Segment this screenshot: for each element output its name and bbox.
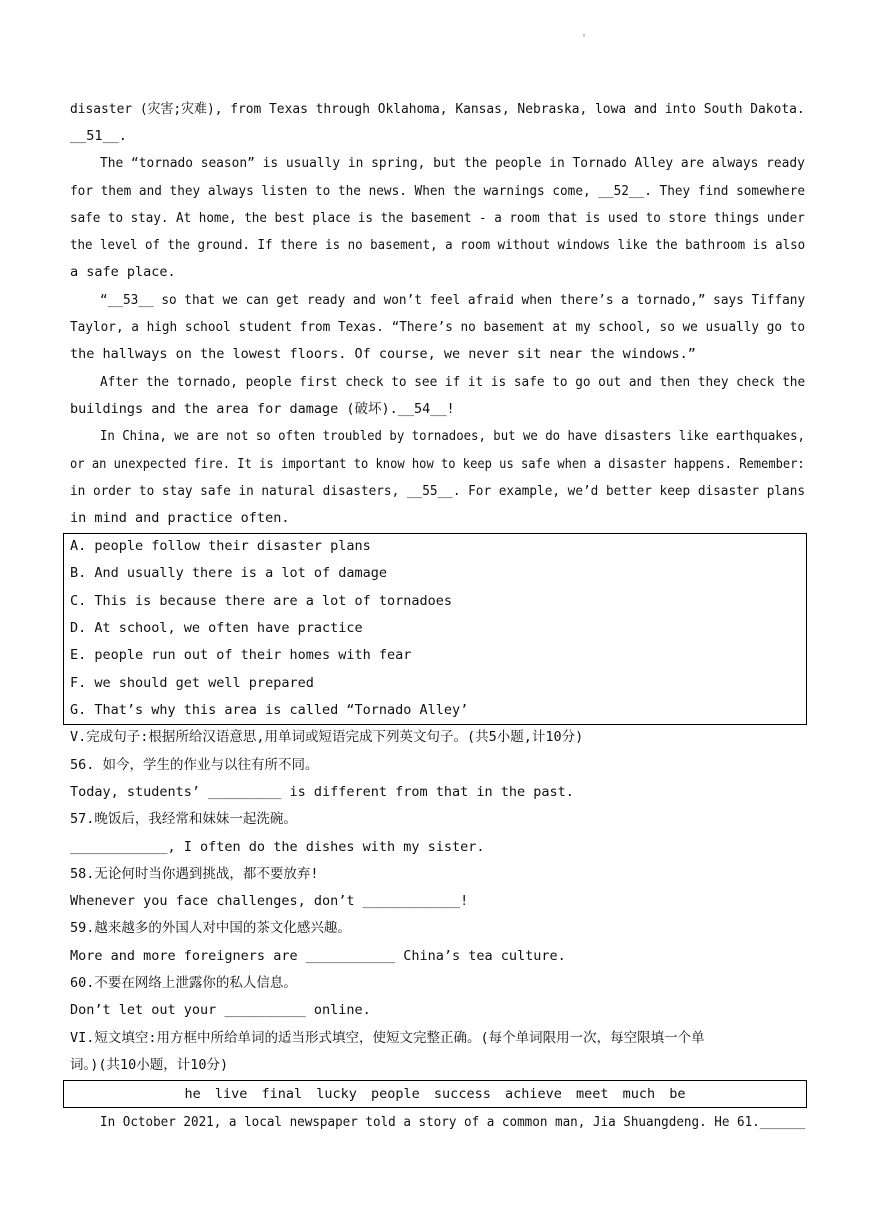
option-g: G. That’s why this area is called “Tornado Alley’ <box>70 702 469 718</box>
section6-heading: VI.短文填空:用方框中所给单词的适当形式填空，使短文完整正确。(每个单词限用一次，每空限填一个单 <box>70 1030 705 1046</box>
question-en: More and more foreigners are ___________ China’s tea culture. <box>70 948 566 964</box>
passage-line: safe to stay. At home, the best place is the basement - a room that is used to store things under <box>70 210 805 226</box>
option-d: D. At school, we often have practice <box>70 620 363 636</box>
passage-line: __51__. <box>70 128 127 144</box>
section6-heading-cont: 词。)(共10小题，计10分) <box>70 1057 229 1073</box>
passage-line: Taylor, a high school student from Texas. “There’s no basement at my school, so we usually go to <box>70 319 806 335</box>
passage-line: the level of the ground. If there is no basement, a room without windows like the bathroom is also <box>70 237 806 253</box>
passage-line: the hallways on the lowest floors. Of course, we never sit near the windows.” <box>70 346 696 362</box>
question-cn: 57.晚饭后，我经常和妹妹一起洗碗。 <box>70 811 297 827</box>
header-mark: ' <box>581 33 588 44</box>
word-box <box>63 1080 807 1108</box>
passage-line: or an unexpected fire. It is important to know how to keep us safe when a disaster happens. Remember: <box>70 456 805 472</box>
section5-heading: V.完成句子:根据所给汉语意思,用单词或短语完成下列英文句子。(共5小题,计10分) <box>70 729 584 745</box>
passage-line: in mind and practice often. <box>70 510 290 526</box>
passage-line: In China, we are not so often troubled by tornadoes, but we do have disasters like earthquakes, <box>100 428 805 444</box>
passage-line: in order to stay safe in natural disasters, __55__. For example, we’d better keep disaster plans <box>70 483 806 499</box>
question-cn: 60.不要在网络上泄露你的私人信息。 <box>70 975 297 991</box>
passage-line: After the tornado, people first check to see if it is safe to go out and then they check the <box>100 374 806 390</box>
question-en: Today, students’ _________ is different from that in the past. <box>70 784 574 800</box>
passage-line: The “tornado season” is usually in spring, but the people in Tornado Alley are always ready <box>100 155 805 171</box>
question-cn: 58.无论何时当你遇到挑战，都不要放弃! <box>70 866 319 882</box>
option-f: F. we should get well prepared <box>70 675 314 691</box>
question-en: Whenever you face challenges, don’t ____________! <box>70 893 469 909</box>
passage-start: In October 2021, a local newspaper told a story of a common man, Jia Shuangdeng. He 61.______ <box>100 1114 806 1130</box>
question-en: ____________, I often do the dishes with my sister. <box>70 839 485 855</box>
option-c: C. This is because there are a lot of tornadoes <box>70 593 453 609</box>
option-e: E. people run out of their homes with fear <box>70 647 412 663</box>
word-list: he live final lucky people success achieve meet much be <box>184 1086 686 1102</box>
passage-line: a safe place. <box>70 264 176 280</box>
option-b: B. And usually there is a lot of damage <box>70 565 387 581</box>
passage-line: disaster (灾害;灾难), from Texas through Oklahoma, Kansas, Nebraska, lowa and into South Dakota. <box>70 101 805 117</box>
passage-line: for them and they always listen to the news. When the warnings come, __52__. They find somewhere <box>70 183 806 199</box>
question-cn: 59.越来越多的外国人对中国的茶文化感兴趣。 <box>70 920 351 936</box>
passage-line: “__53__ so that we can get ready and won’t feel afraid when there’s a tornado,” says Tiffany <box>100 292 806 308</box>
passage-line: buildings and the area for damage (破坏).__54__! <box>70 401 455 417</box>
option-a: A. people follow their disaster plans <box>70 538 371 554</box>
question-en: Don’t let out your __________ online. <box>70 1002 371 1018</box>
question-cn: 56. 如今，学生的作业与以往有所不同。 <box>70 757 319 773</box>
